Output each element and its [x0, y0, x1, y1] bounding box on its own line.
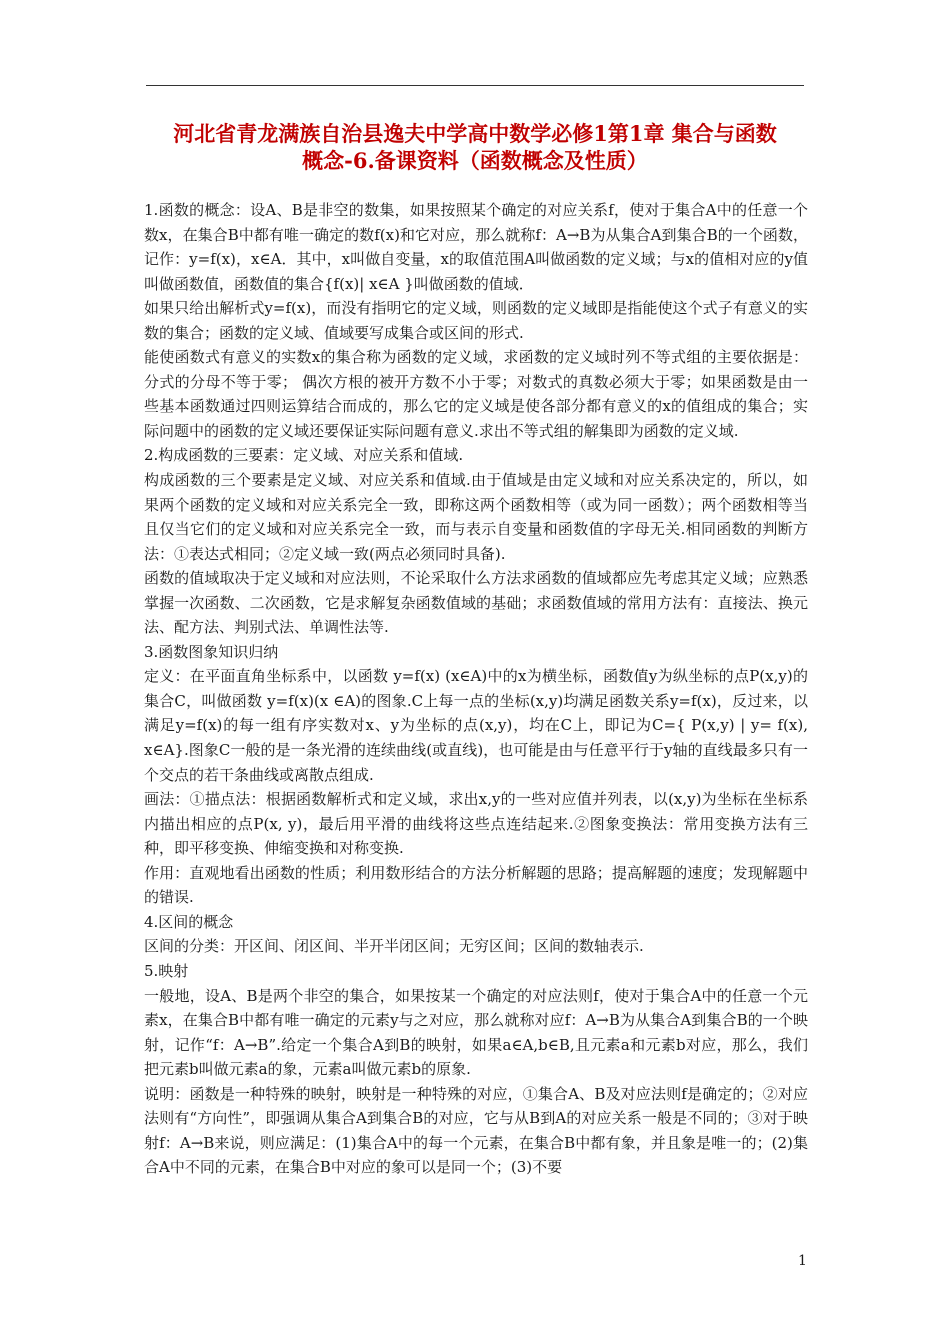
paragraph-graph-drawing: 画法：①描点法：根据函数解析式和定义域，求出x,y的一些对应值并列表，以(x,y)为坐标在坐标系内描出相应的点P(x, y)，最后用平滑的曲线将这些点连结起来.②图象变换法：常用变换方法有三种，即平移变换、伸缩变换和对称变换. [144, 790, 808, 858]
paragraph-interval-types: 区间的分类：开区间、闭区间、半开半闭区间；无穷区间；区间的数轴表示. [144, 937, 644, 956]
header-rule [146, 85, 804, 86]
paragraph-mapping-notes: 说明：函数是一种特殊的映射，映射是一种特殊的对应，①集合A、B及对应法则f是确定的；②对应法则有“方向性”，即强调从集合A到集合B的对应，它与从B到A的对应关系一般是不同的；③对于映射f：A→B来说，则应满足：(1)集合A中的每一个元素，在集合B中都有象，并且象是唯一的；(2)集合A中不同的元素，在集合B中对应的象可以是同一个；(3)不要 [144, 1084, 808, 1177]
heading-interval: 4.区间的概念 [144, 912, 234, 931]
title-line-1: 河北省青龙满族自治县逸夫中学高中数学必修1第1章 集合与函数 [173, 121, 777, 146]
heading-graph-summary: 3.函数图象知识归纳 [144, 642, 279, 661]
document-body [144, 198, 808, 1180]
page-number: 1 [798, 1253, 807, 1269]
paragraph-graph-definition: 定义：在平面直角坐标系中，以函数 y=f(x) (x∈A)中的x为横坐标，函数值y为纵坐标的点P(x,y)的集合C，叫做函数 y=f(x)(x ∈A)的图象.C上每一点的坐标(x,y)均满足函数关系y=f(x)，反过来，以满足y=f(x)的每一组有序实数对x、y为坐标的点(x,y)，均在C上，即记为C={ P(x,y) | y= f(x), x∈A}.图象C一般的是一条光滑的连续曲线(或直线)，也可能是由与任意平行于y轴的直线最多只有一个交点的若干条曲线或离散点组成. [144, 667, 808, 784]
paragraph-three-elements: 构成函数的三个要素是定义域、对应关系和值域.由于值域是由定义域和对应关系决定的，所以，如果两个函数的定义域和对应关系完全一致，即称这两个函数相等（或为同一函数）；两个函数相等当且仅当它们的定义域和对应关系完全一致，而与表示自变量和函数值的字母无关.相同函数的判断方法：①表达式相同；②定义域一致(两点必须同时具备). [144, 471, 808, 563]
paragraph-function-concept: 1.函数的概念：设A、B是非空的数集，如果按照某个确定的对应关系f，使对于集合A中的任意一个数x，在集合B中都有唯一确定的数f(x)和它对应，那么就称f：A→B为从集合A到集合B的一个函数，记作：y=f(x)，x∈A．其中，x叫做自变量，x的取值范围A叫做函数的定义域；与x的值相对应的y值叫做函数值，函数值的集合{f(x)| x∈A }叫做函数的值域． [144, 201, 808, 293]
paragraph-domain-rules: 能使函数式有意义的实数x的集合称为函数的定义域，求函数的定义域时列不等式组的主要依据是：分式的分母不等于零； 偶次方根的被开方数不小于零；对数式的真数必须大于零；如果函数是由一些基本函数通过四则运算结合而成的，那么它的定义域是使各部分都有意义的x的值组成的集合；实际问题中的函数的定义域还要保证实际问题有意义.求出不等式组的解集即为函数的定义域. [144, 348, 808, 440]
paragraph-implicit-domain: 如果只给出解析式y=f(x)，而没有指明它的定义域，则函数的定义域即是指能使这个式子有意义的实数的集合；函数的定义域、值域要写成集合或区间的形式. [144, 299, 808, 342]
paragraph-mapping-definition: 一般地，设A、B是两个非空的集合，如果按某一个确定的对应法则f，使对于集合A中的任意一个元素x，在集合B中都有唯一确定的元素y与之对应，那么就称对应f：A→B为从集合A到集合B的一个映射，记作“f：A→B”.给定一个集合A到B的映射，如果a∈A,b∈B,且元素a和元素b对应，那么，我们把元素b叫做元素a的象，元素a叫做元素b的原象. [144, 986, 808, 1079]
paragraph-graph-use: 作用：直观地看出函数的性质；利用数形结合的方法分析解题的思路；提高解题的速度；发现解题中的错误. [144, 863, 808, 907]
heading-three-elements: 2.构成函数的三要素：定义域、对应关系和值域. [144, 446, 464, 465]
title-line-2: 概念-6.备课资料（函数概念及性质） [302, 148, 648, 173]
heading-mapping: 5.映射 [144, 961, 189, 980]
paragraph-range-methods: 函数的值域取决于定义域和对应法则，不论采取什么方法求函数的值域都应先考虑其定义域；应熟悉掌握一次函数、二次函数，它是求解复杂函数值域的基础；求函数值域的常用方法有：直接法、换元法、配方法、判别式法、单调性法等. [144, 569, 808, 637]
document-title [120, 120, 830, 174]
